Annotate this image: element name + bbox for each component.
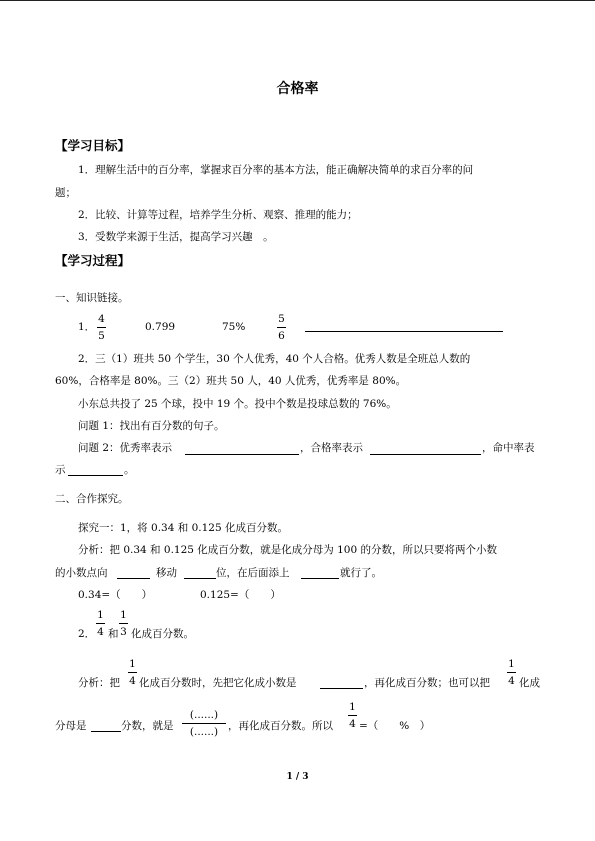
value-0799: 0.799 (145, 321, 176, 333)
fraction-denominator: (......) (189, 726, 219, 738)
analysis-2-part-e: 分母是 (55, 720, 87, 732)
section-heading-process: 【学习过程】 (55, 253, 131, 268)
goal-item-1-line-1: 1．理解生活中的百分率，掌握求百分率的基本方法，能正确解决简单的求百分率的问 (78, 164, 474, 176)
q2-tail: 化成百分数。 (131, 628, 194, 640)
fraction-denominator: 6 (278, 330, 285, 342)
and-text: 和 (108, 628, 119, 640)
fraction-numerator: 1 (129, 658, 136, 670)
fraction-denominator: 3 (120, 626, 127, 638)
top-border (0, 0, 595, 1)
analysis-2-part-g: ，再化成百分数。所以 (228, 720, 333, 732)
q2-line-2: 60%，合格率是 80%。三（2）班共 50 人，40 人优秀，优秀率是 80%。 (55, 375, 407, 387)
fraction-bar (119, 623, 128, 624)
part1-heading: 一、知识链接。 (55, 292, 129, 304)
fraction-bar (97, 327, 106, 328)
question-2-part-d: 示 (55, 464, 66, 476)
fraction-5-6 (277, 313, 286, 343)
fraction-4-5 (97, 313, 106, 343)
answer-blank-denominator[interactable] (91, 731, 121, 732)
question-2-part-a: 问题 2：优秀率表示 (78, 442, 173, 454)
fraction-numerator: 1 (97, 609, 104, 621)
answer-blank-excellent-rate[interactable] (185, 454, 299, 455)
equation-034: 0.34=（ ） (78, 589, 153, 601)
page-number: 1 / 3 (286, 772, 309, 782)
fraction-bar (348, 715, 357, 716)
goal-item-2: 2．比较、计算等过程，培养学生分析、观察、推理的能力； (78, 209, 358, 221)
part2-heading: 二、合作探究。 (55, 493, 129, 505)
analysis-2-part-b: 化成百分数时，先把它化成小数是 (139, 677, 297, 689)
analysis-1-part-b: 的小数点向 (55, 567, 108, 579)
fraction-denominator: 4 (129, 675, 136, 687)
analysis-2-part-f: 分数，就是 (121, 720, 174, 732)
equation-0125: 0.125=（ ） (200, 589, 281, 601)
answer-blank-pass-rate[interactable] (370, 454, 481, 455)
fraction-denominator: 4 (349, 718, 356, 730)
fraction-1-3 (119, 609, 128, 639)
goal-item-3: 3．受数学来源于生活，提高学习兴趣 。 (78, 231, 274, 243)
goal-item-1-line-2: 题； (55, 187, 76, 199)
fraction-bar (182, 723, 226, 724)
q1-number: 1． (78, 321, 96, 333)
analysis-1-part-d: 位，在后面添上 (216, 567, 290, 579)
analysis-2-part-d: 化成 (519, 677, 540, 689)
q2-line-1: 2．三（1）班共 50 个学生，30 个人优秀，40 个人合格。优秀人数是全班总人数的 (78, 353, 471, 365)
fraction-1-4-analysis-2 (507, 658, 516, 688)
answer-blank-places[interactable] (184, 578, 216, 579)
fraction-bar (128, 672, 137, 673)
answer-blank-direction[interactable] (117, 578, 150, 579)
explore-1: 探究一：1，将 0.34 和 0.125 化成百分数。 (78, 522, 288, 534)
question-2-part-e: 。 (124, 464, 135, 476)
fraction-numerator: 4 (98, 313, 105, 325)
analysis-1-part-e: 就行了。 (340, 567, 382, 579)
q2-line-3: 小东总共投了 25 个球，投中 19 个。投中个数是投球总数的 76%。 (78, 398, 397, 410)
fraction-numerator: 1 (508, 658, 515, 670)
answer-blank-decimal[interactable] (320, 688, 363, 689)
fraction-bar (507, 672, 516, 673)
answer-blank-hit-rate[interactable] (68, 475, 123, 476)
page-title: 合格率 (276, 81, 319, 97)
analysis-1-line-1: 分析：把 0.34 和 0.125 化成百分数，就是化成分母为 100 的分数，所以只要将两个小数 (78, 544, 498, 556)
analysis-2-part-h: =（ % ） (359, 720, 431, 732)
analysis-2-part-a: 分析：把 (78, 677, 120, 689)
fraction-numerator: 1 (120, 609, 127, 621)
fraction-placeholder (182, 709, 226, 739)
fraction-denominator: 4 (97, 626, 104, 638)
question-2-part-b: ，合格率表示 (300, 442, 363, 454)
fraction-bar (96, 623, 105, 624)
analysis-2-part-c: ，再化成百分数；也可以把 (364, 677, 490, 689)
answer-blank-symbol[interactable] (301, 578, 339, 579)
section-heading-goals: 【学习目标】 (55, 138, 131, 153)
fraction-1-4 (96, 609, 105, 639)
fraction-numerator: (......) (189, 709, 219, 721)
fraction-numerator: 1 (349, 701, 356, 713)
fraction-numerator: 5 (278, 313, 285, 325)
question-1: 问题 1：找出有百分数的句子。 (78, 420, 225, 432)
analysis-1-part-c: 移动 (156, 567, 177, 579)
fraction-bar (277, 327, 286, 328)
fraction-1-4-result (348, 701, 357, 731)
q2-number: 2． (78, 628, 96, 640)
fraction-1-4-analysis (128, 658, 137, 688)
fraction-denominator: 5 (98, 330, 105, 342)
value-75-percent: 75% (222, 321, 246, 333)
question-2-part-c: ，命中率表 (482, 442, 535, 454)
fraction-denominator: 4 (508, 675, 515, 687)
answer-blank-ordering[interactable] (305, 331, 503, 332)
